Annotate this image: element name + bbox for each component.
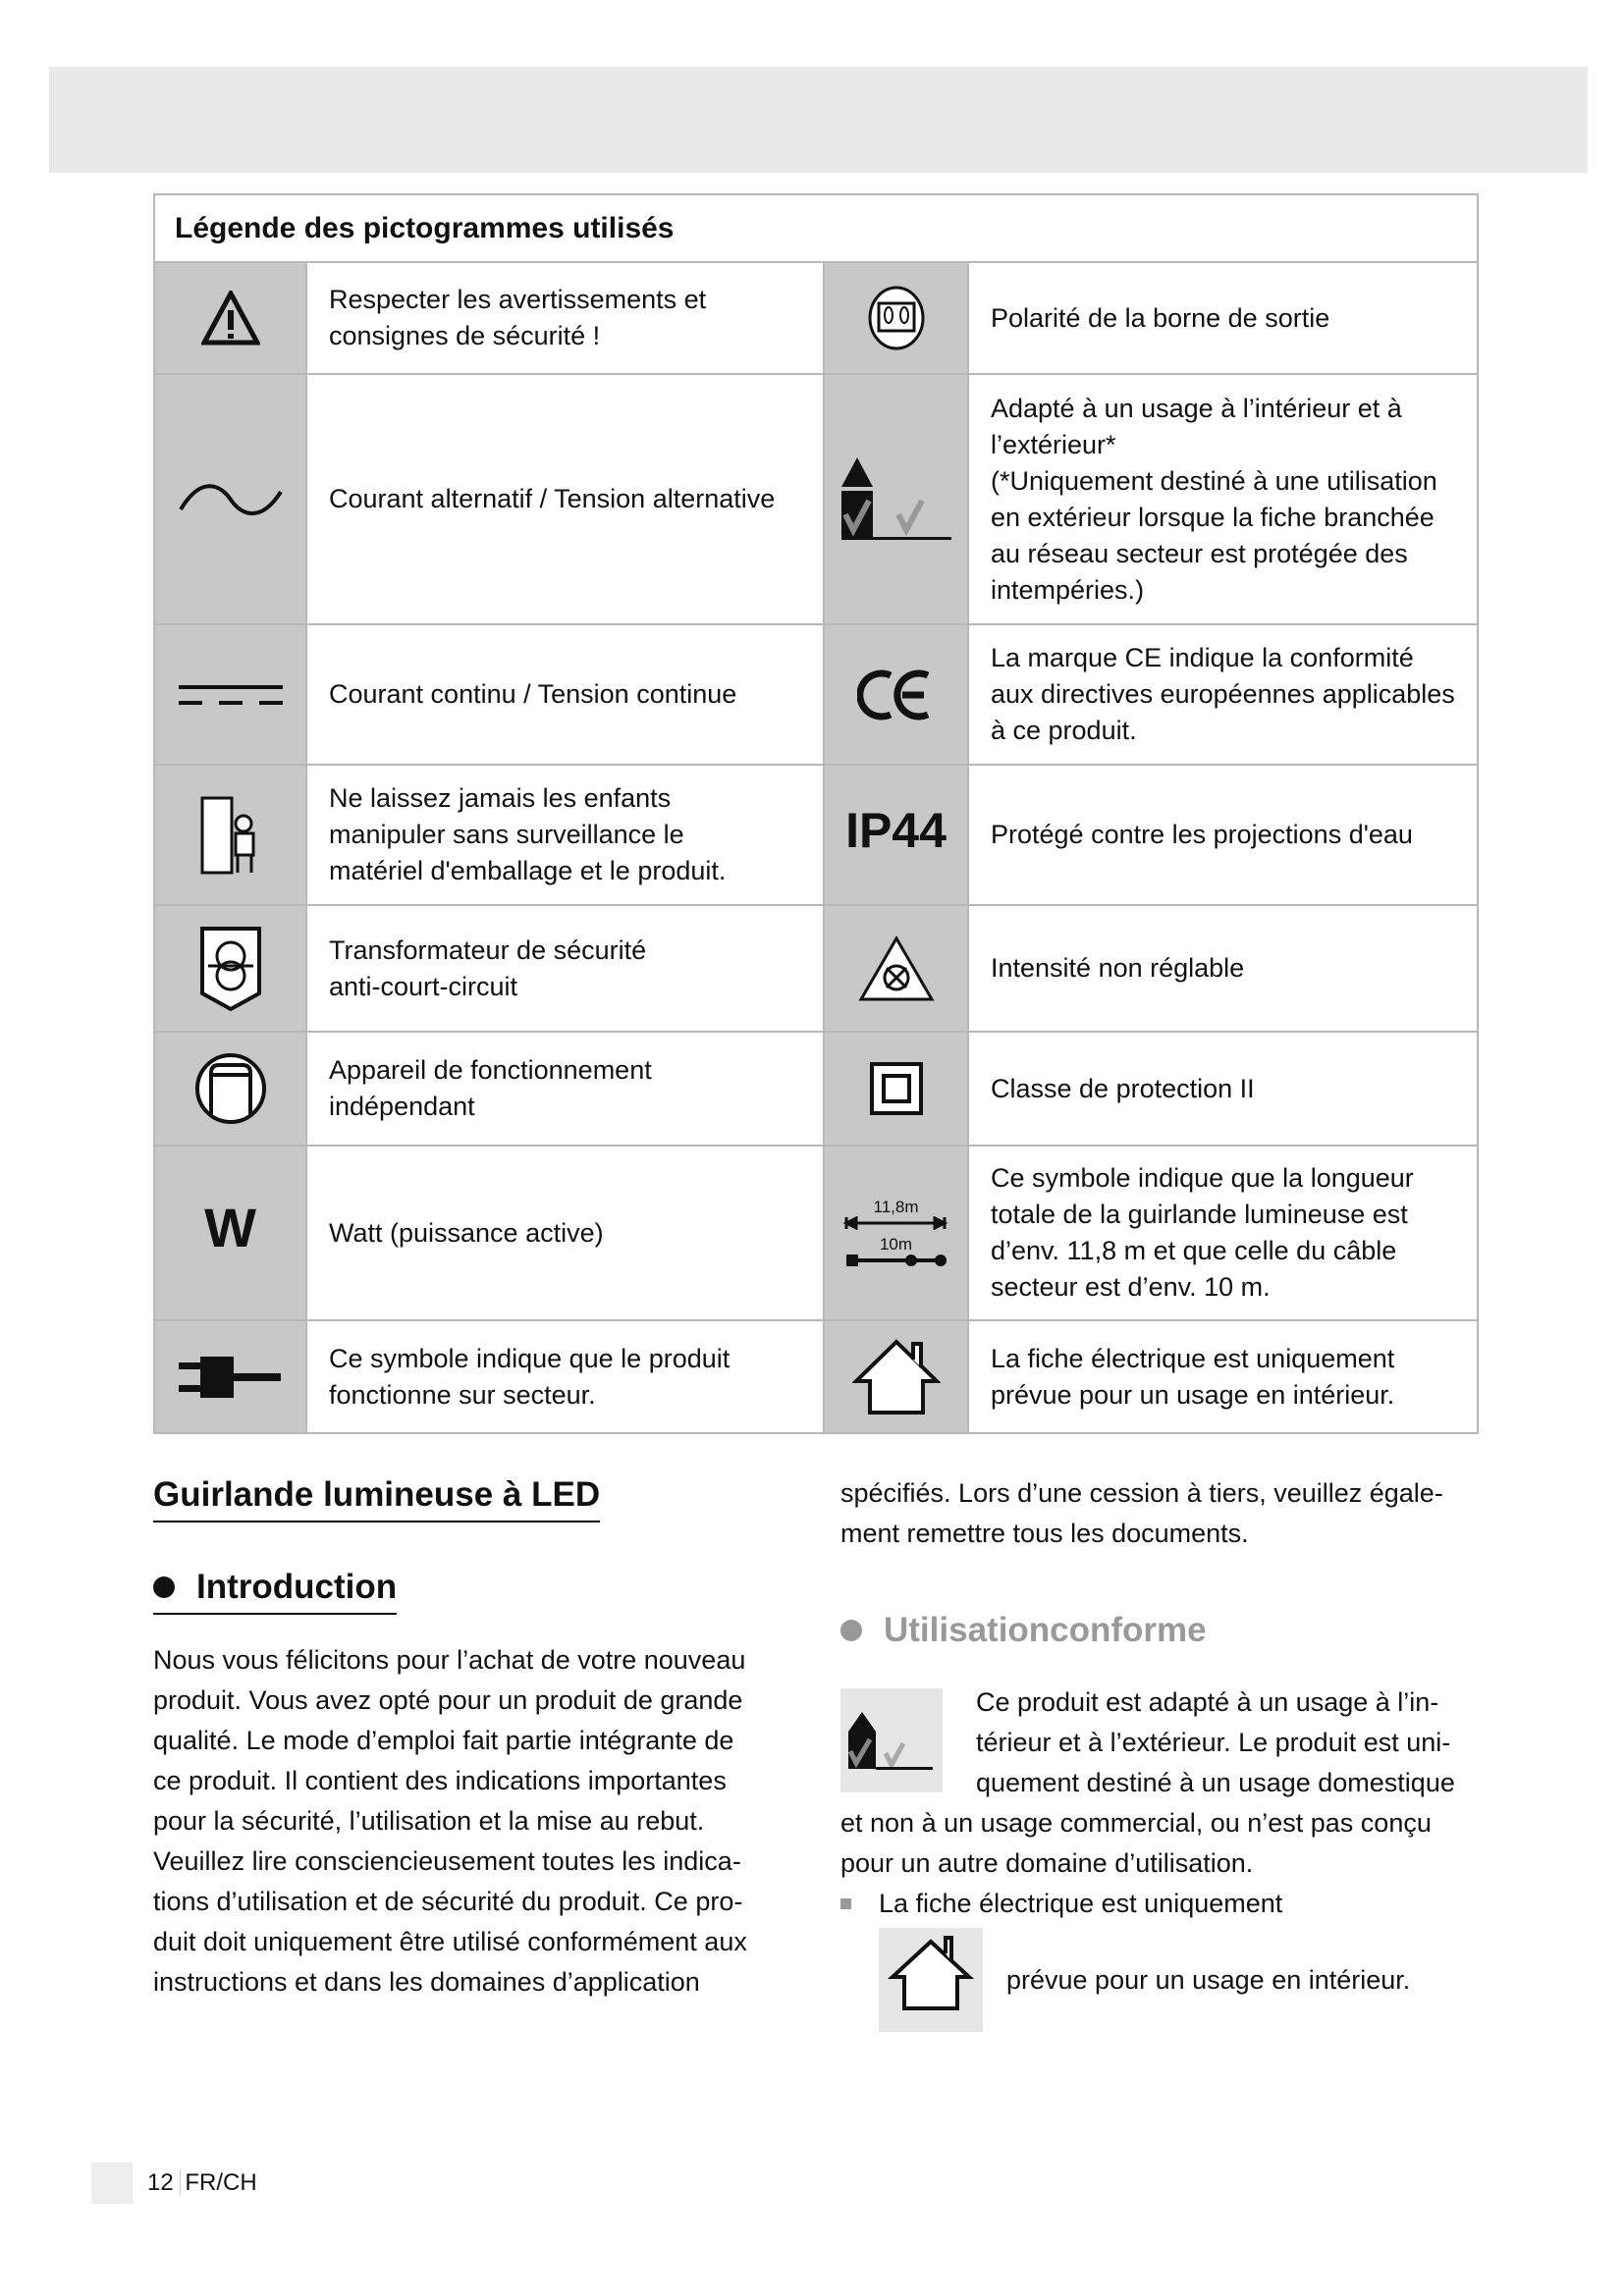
legend-text: Watt (puissance active) [306,1146,824,1320]
table-row [154,262,1478,374]
table-row [154,374,1478,624]
product-title: Guirlande lumineuse à LED [153,1473,600,1522]
output-polarity-icon [824,262,968,374]
protection-class-2-icon [824,1032,968,1146]
legend-text: Intensité non réglable [968,905,1478,1032]
page-number: 12 [147,2169,174,2196]
use-heading: Utilisationconforme [840,1609,1207,1652]
right-column [840,1473,1479,2032]
ip44-icon: IP44 [824,765,968,905]
safety-transformer-icon [154,905,306,1032]
ce-mark-icon [824,624,968,765]
bullet-item [840,1884,1479,2032]
legend-text: La fiche électrique est uniquement prévue pour un usage en intérieur. [968,1320,1478,1433]
legend-text: Polarité de la borne de sortie [968,262,1478,374]
bullet-text: La fiche électrique est uniquement [879,1889,1283,1918]
page-footer [147,2169,257,2197]
table-row [154,624,1478,765]
legend-text: Classe de protection II [968,1032,1478,1146]
left-column [153,1473,791,2032]
non-dimmable-icon [824,905,968,1032]
legend-text: Ce symbole indique que la longueur totale de la guirlande lumineuse est d’env. 11,8 m et que celle du câble secteur est d’env. 10 m. [968,1146,1478,1320]
page-marker [91,2163,133,2204]
table-row [154,765,1478,905]
legend-text: La marque CE indique la conformité aux directives européennes applicables à ce produit. [968,624,1478,765]
bullet-dot-icon [840,1620,862,1641]
legend-text: Appareil de fonctionnement indépendant [306,1032,824,1146]
table-row [154,1032,1478,1146]
page-content [153,193,1479,2032]
bullet-dot-icon [153,1576,175,1598]
use-text-continued: et non à un usage commercial, ou n’est pas conçu pour un autre domaine d’utilisation. [840,1808,1432,1878]
legend-text: Courant alternatif / Tension alternative [306,374,824,624]
house-icon [824,1320,968,1433]
legend-text: Transformateur de sécurité anti-court-circuit [306,905,824,1032]
indoor-outdoor-icon [840,1688,943,1792]
legend-text: Ce symbole indique que le produit fonctionne sur secteur. [306,1320,824,1433]
legend-text: Protégé contre les projections d'eau [968,765,1478,905]
intro-heading: Introduction [153,1566,397,1615]
legend-text: Ne laissez jamais les enfants manipuler sans surveillance le matériel d'emballage et le produit. [306,765,824,905]
mains-plug-icon [154,1320,306,1433]
bullet-square-icon [840,1898,851,1909]
intro-continued-text: spécifiés. Lors d’une cession à tiers, veuillez égale- ment remettre tous les documents. [840,1478,1443,1548]
watt-icon: W [154,1146,306,1320]
table-row [154,1146,1478,1320]
locale: FR/CH [180,2169,256,2196]
length-icon: 11,8m 10m [824,1146,968,1320]
legend-text: Respecter les avertissements et consignes de sécurité ! [306,262,824,374]
child-warning-icon [154,765,306,905]
body-columns [153,1473,1479,2032]
legend-title: Légende des pictogrammes utilisés [154,194,1478,262]
bullet-text-continued: prévue pour un usage en intérieur. [1006,1964,1411,1995]
use-text: Ce produit est adapté à un usage à l’in- térieur et à l’extérieur. Le produit est uni- quement destiné à un usage domestique [976,1687,1455,1797]
pictogram-legend-table [153,193,1479,1434]
warning-triangle-icon [154,262,306,374]
legend-text: Courant continu / Tension continue [306,624,824,765]
use-block [840,1682,1479,1803]
header-band [49,67,1588,173]
alternating-current-icon [154,374,306,624]
indoor-outdoor-icon [824,374,968,624]
house-icon [879,1928,983,2032]
intro-text: Nous vous félicitons pour l’achat de votre nouveau produit. Vous avez opté pour un produit de grande qualité. Le mode d’emploi fait partie intégrante de ce produit. Il contient des indications importantes pour la sécurité, l’utilisation et la mise au rebut. Veuillez lire consciencieusement toutes les indica- tions d’utilisation et de sécurité du produit. Ce pro- duit doit uniquement être utilisé conformément aux instructions et dans les domaines d’application [153,1645,747,1997]
independent-device-icon [154,1032,306,1146]
table-row [154,905,1478,1032]
table-row [154,1320,1478,1433]
legend-text: Adapté à un usage à l’intérieur et à l’extérieur* (*Uniquement destiné à une utilisation en extérieur lorsque la fiche branchée au réseau secteur est protégée des intempéries.) [968,374,1478,624]
direct-current-icon [154,624,306,765]
